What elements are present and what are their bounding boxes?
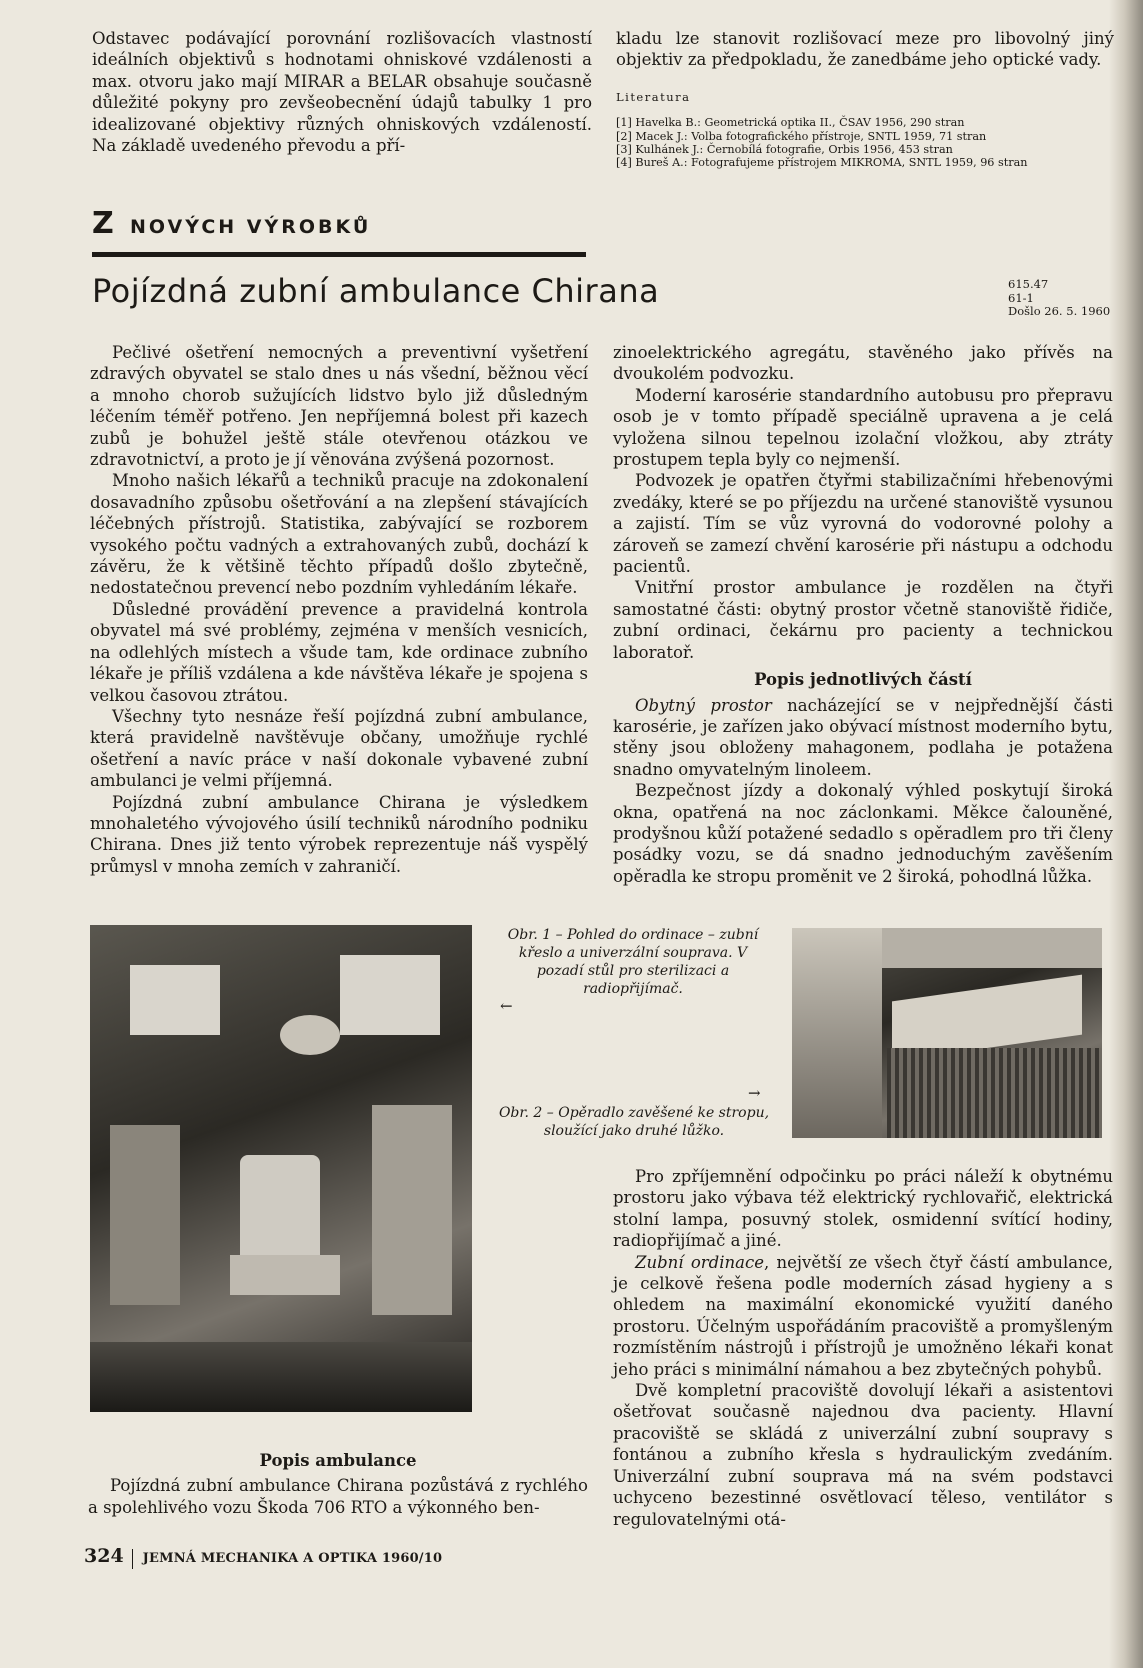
emphasis-term: Obytný prostor xyxy=(635,695,772,715)
figure-2-caption: Obr. 2 – Opěradlo zavěšené ke stropu, sloužící jako druhé lůžko. xyxy=(498,1105,770,1139)
body-paragraph xyxy=(613,695,1113,781)
figure-2-photo-berth xyxy=(792,928,1102,1138)
footer-divider xyxy=(132,1549,133,1569)
body-paragraph: Pečlivé ošetření nemocných a preventivní vyšetření zdravých obyvatel se stalo dnes u nás všední, běžnou věcí a mnoho chorob sužujících lidstvo bylo již důsledným léčením téměř potřeno. Jen nepříjemná bolest při kazech zubů je bohužel ještě stále otevřenou otázkou ve zdravotnictví, a proto je jí věnována zvýšená pozornost. xyxy=(90,343,588,470)
top-right-paragraph: kladu lze stanovit rozlišovací meze pro libovolný jiný objektiv za předpokladu, že zanedbáme jeho optické vady. xyxy=(616,29,1114,70)
body-paragraph: Všechny tyto nesnáze řeší pojízdná zubní ambulance, která pravidelně navštěvuje občany, umožňuje rychlé ošetření a navíc práce v naší dokonale vybavené zubní ambulanci je velmi příjemná. xyxy=(90,706,588,791)
window xyxy=(340,955,440,1035)
section-heading xyxy=(92,204,586,257)
body-paragraph: Vnitřní prostor ambulance je rozdělen na čtyři samostatné části: obytný prostor včetně stanoviště řidiče, zubní ordinaci, čekárnu pro pacienty a technickou laboratoř. xyxy=(613,578,1113,662)
wall-panel xyxy=(792,928,882,1138)
meta-classification: 61-1 xyxy=(1008,290,1034,305)
body-paragraph: Podvozek je opatřen čtyřmi stabilizačními hřebenovými zvedáky, které se po příjezdu na určené stanoviště vysunou a zajistí. Tím se vůz vyrovná do vodorovné polohy a zároveň se zamezí chvění karosérie při nástupu a odchodu pacientů. xyxy=(613,471,1113,577)
article-title: Pojízdná zubní ambulance Chirana xyxy=(92,272,660,310)
subheading: Popis ambulance xyxy=(259,1451,417,1470)
paragraph-text: , největší ze všech čtyř částí ambulance, je celkově řešena podle moderních zásad hygieny a s ohledem na maximální ekonomické využití daného prostoru. Účelným uspořádáním pracoviště a promyšleným rozmístěním nástrojů i přístrojů je umožněno lékaři konat jeho práci s minimální námahou a bez zbytečných pohybů. xyxy=(613,1252,1113,1379)
cabinet xyxy=(372,1105,452,1315)
body-paragraph: Mnoho našich lékařů a techniků pracuje na zdokonalení dosavadního způsobu ošetřování a na zlepšení stávajících léčebných přístrojů. Statistika, zabývající se rozborem vysokého počtu vadných a extrahovaných zubů, dochází k závěru, že k většině těchto případů došlo zbytečně, nedostatečnou prevencí nebo pozdním vyhledáním lékaře. xyxy=(90,471,588,598)
top-right-column xyxy=(616,28,1114,170)
top-left-column xyxy=(92,28,592,156)
seat-upholstery xyxy=(887,1048,1102,1138)
reference-item: [2] Macek J.: Volba fotografického přístroje, SNTL 1959, 71 stran xyxy=(616,129,987,143)
body-paragraph: Pojízdná zubní ambulance Chirana je výsledkem mnohaletého vývojového úsilí techniků národního podniku Chirana. Dnes již tento výrobek reprezentuje náš vyspělý průmysl v mnoha zemích v zahraničí. xyxy=(90,792,588,876)
arrow-right-icon: → xyxy=(748,1084,761,1102)
description-column xyxy=(613,342,1113,887)
reference-item: [3] Kulhánek J.: Černobílá fotografie, Orbis 1956, 453 stran xyxy=(616,143,953,157)
emphasis-term: Zubní ordinace xyxy=(635,1252,764,1272)
dental-lamp xyxy=(280,1015,340,1055)
meta-classification: 615.47 xyxy=(1008,277,1049,291)
body-paragraph: Moderní karosérie standardního autobusu pro přepravu osob je v tomto případě speciálně upravena a je celá vyložena silnou tepelnou izolační vložkou, aby ztráty prostupem tepla byly co nejmenší. xyxy=(613,385,1113,470)
reference-list xyxy=(616,116,1114,170)
cabinet xyxy=(110,1125,180,1305)
body-paragraph: Pro zpříjemnění odpočinku po práci náleží k obytnému prostoru jako výbava též elektrický rychlovařič, elektrická stolní lampa, posuvný stolek, osmidenní svítící hodiny, radiopřijímač a jiné. xyxy=(613,1167,1113,1251)
page-footer xyxy=(84,1545,442,1569)
meta-received-date: Došlo 26. 5. 1960 xyxy=(1008,304,1111,319)
section-heading-letter: Z xyxy=(92,206,114,241)
bottom-right-column xyxy=(613,1166,1113,1530)
literature-heading: Literatura xyxy=(616,89,691,104)
page-number: 324 xyxy=(84,1545,124,1567)
subheading: Popis jednotlivých částí xyxy=(754,670,972,690)
floor xyxy=(90,1342,472,1412)
dental-chair-back xyxy=(240,1155,320,1265)
intro-column xyxy=(90,342,588,877)
body-paragraph xyxy=(613,1252,1113,1380)
page-edge-shadow xyxy=(1109,0,1143,1668)
arrow-left-icon: ← xyxy=(500,997,513,1015)
article-meta xyxy=(1008,278,1118,319)
body-paragraph: zinoelektrického agregátu, stavěného jako přívěs na dvoukolém podvozku. xyxy=(613,343,1113,384)
dental-chair-seat xyxy=(230,1255,340,1295)
top-left-paragraph: Odstavec podávající porovnání rozlišovacích vlastností ideálních objektivů s hodnotami ohniskové vzdálenosti a max. otvoru jako mají MIRAR a BELAR obsahuje současně důležité pokyny pro zevšeobecnění údajů tabulky 1 pro idealizované objektivy různých ohniskových vzdáleností. Na základě uvedeného převodu a pří- xyxy=(92,29,592,156)
reference-item: [4] Bureš A.: Fotografujeme přístrojem MIKROMA, SNTL 1959, 96 stran xyxy=(616,156,1028,170)
body-paragraph: Dvě kompletní pracoviště dovolují lékaři a asistentovi ošetřovat současně najednou dva pacienty. Hlavní pracoviště se skládá z univerzální zubní soupravy s fontánou a zubního křesla s hydraulickým zvedáním. Univerzální zubní souprava má na svém podstavci uchyceno bezestinné osvětlovací těleso, ventilátor s regulovatelnými otá- xyxy=(613,1381,1113,1529)
window xyxy=(130,965,220,1035)
figure-1-photo-dental-office xyxy=(90,925,472,1412)
ceiling xyxy=(852,928,1102,968)
reference-item: [1] Havelka B.: Geometrická optika II., ČSAV 1956, 290 stran xyxy=(616,116,965,130)
paragraph-text: nacházející se v nejpřednější části karosérie, je zařízen jako obývací místnost moderního bytu, stěny jsou obloženy mahagonem, podlaha je potažena snadno omyvatelným linoleem. xyxy=(613,695,1113,779)
journal-name: JEMNÁ MECHANIKA A OPTIKA 1960/10 xyxy=(142,1551,443,1566)
bottom-left-column xyxy=(88,1444,588,1518)
body-paragraph: Důsledné provádění prevence a pravidelná kontrola obyvatel má své problémy, zejména v menších vesnicích, na odlehlých místech a všude tam, kde ordinace zubního lékaře je příliš vzdálena a kde návštěva lékaře je spojena s velkou časovou ztrátou. xyxy=(90,599,588,705)
section-heading-text: NOVÝCH VÝROBKŮ xyxy=(130,216,372,238)
body-paragraph: Pojízdná zubní ambulance Chirana pozůstává z rychlého a spolehlivého vozu Škoda 706 RTO a výkonného ben- xyxy=(88,1476,588,1517)
figure-1-caption: Obr. 1 – Pohled do ordinace – zubní křeslo a univerzální souprava. V pozadí stůl pro sterilizaci a radiopřijímač. xyxy=(507,927,759,997)
body-paragraph: Bezpečnost jízdy a dokonalý výhled poskytují široká okna, opatřená na noc záclonkami. Měkce čalouněné, prodyšnou kůží potažené sedadlo s opěradlem pro tři členy posádky vozu, se dá snadno jednoduchým zavěšením opěradla ke stropu proměnit ve 2 široká, pohodlná lůžka. xyxy=(613,781,1113,886)
